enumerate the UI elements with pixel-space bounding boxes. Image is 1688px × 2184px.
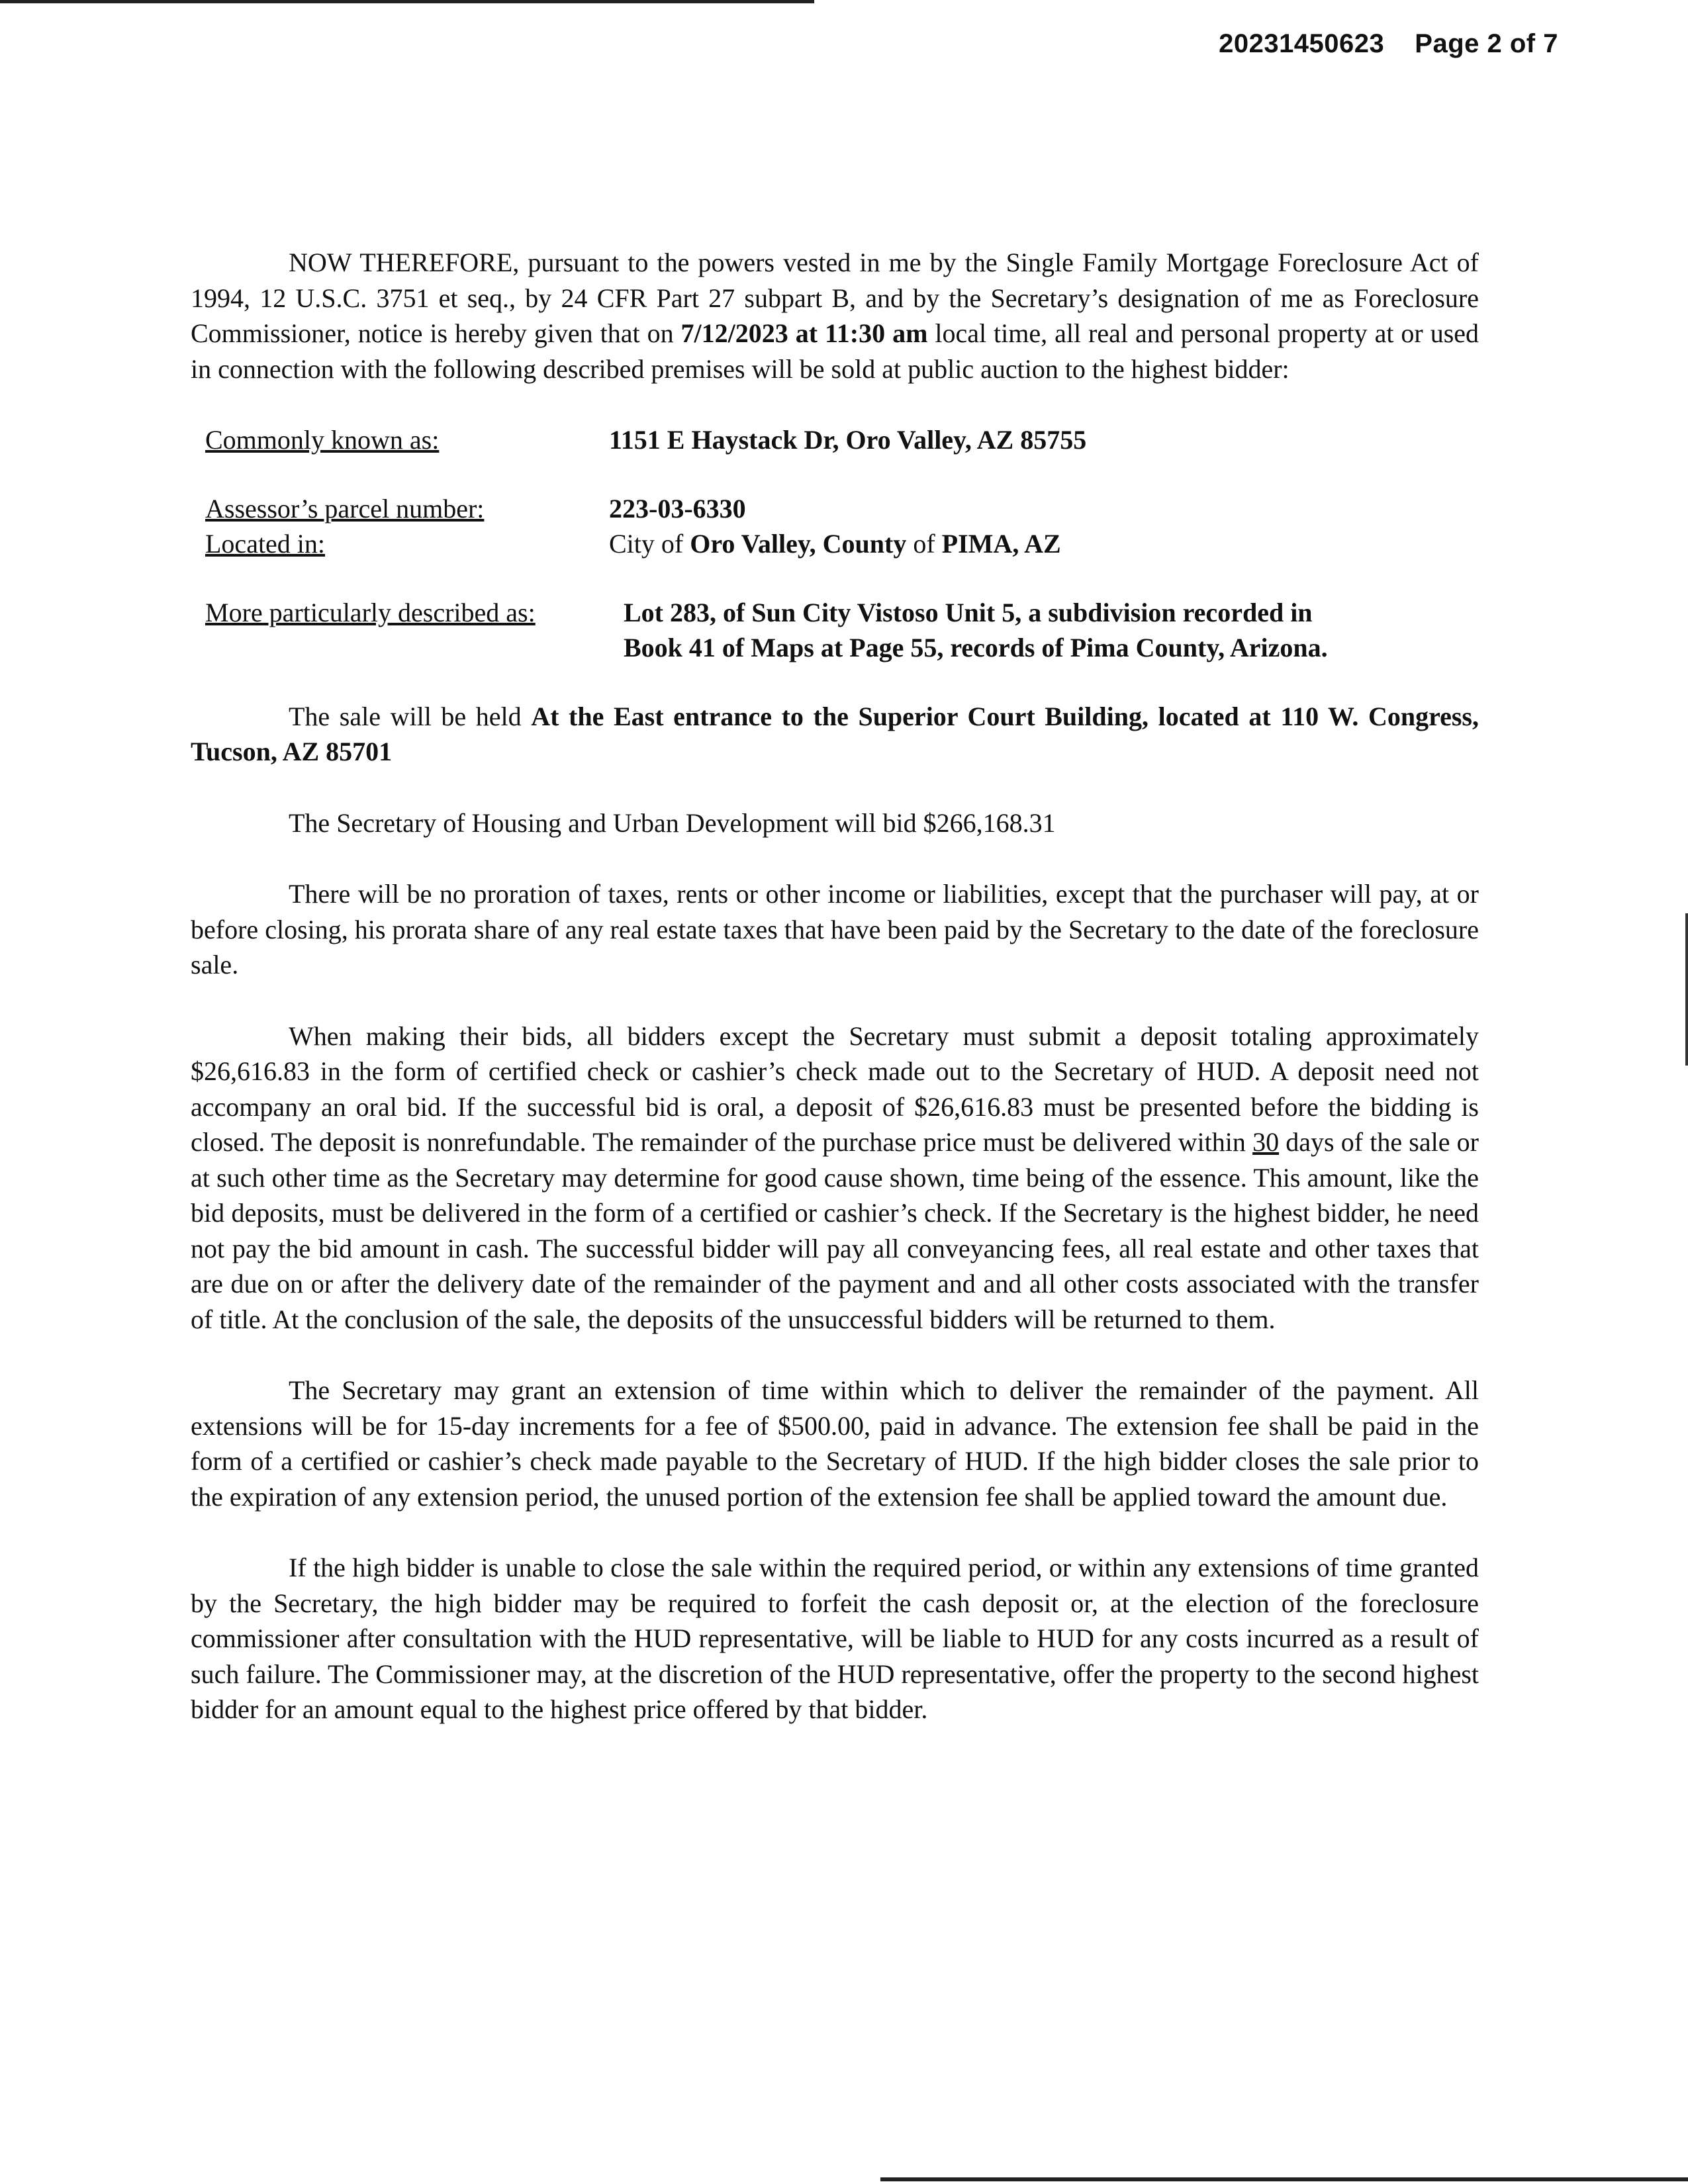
- intro-text-start: NOW THEREFORE, pursuant to the powers vested in me by the Single Family Mortgage Foreclosure Act of 1994, 12 U.S.C. 3751 et seq., by 24 CFR Part 27 subpart B, and by the Secretary’s designation of me as Foreclosure Commissioner, notice is hereby given that on: [191, 248, 1479, 348]
- deposit-text-start: When making their bids, all bidders except the Secretary must submit a deposit totaling approximately $26,616.83 in the form of certified check or cashier’s check made out to the Secretary of HUD. A deposit need not accompany an oral bid. If the successful bid is oral, a deposit of $26,616.83 must be presented before the bidding is closed. The deposit is nonrefundable. The remainder of the purchase price must be delivered within: [191, 1021, 1479, 1157]
- page-number: Page 2 of 7: [1415, 29, 1558, 58]
- located-city-prefix: City of: [609, 529, 690, 559]
- known-as-value: 1151 E Haystack Dr, Oro Valley, AZ 85755: [609, 425, 1087, 455]
- located-row: [205, 526, 1479, 562]
- property-details: [205, 422, 1479, 666]
- known-as-label: Commonly known as:: [205, 425, 440, 455]
- described-line-2: Book 41 of Maps at Page 55, records of Pima County, Arizona.: [624, 633, 1328, 662]
- known-as-row: [205, 422, 1479, 458]
- parcel-label: Assessor’s parcel number:: [205, 493, 485, 523]
- described-value: [624, 595, 1479, 666]
- intro-text-end: local time, all real and personal property at or used in connection with the following described premises will be sold at public auction to the highest bidder:: [191, 318, 1479, 384]
- intro-paragraph: [191, 245, 1479, 387]
- deposit-paragraph: [191, 1019, 1479, 1338]
- notice-body: [191, 245, 1479, 1763]
- extension-paragraph: The Secretary may grant an extension of time within which to deliver the remainder of the payment. All extensions will be for 15-day increments for a fee of $500.00, paid in advance. The extension fee shall be paid in the form of a certified or cashier’s check made payable to the Secretary of HUD. If the high bidder closes the sale prior to the expiration of any extension period, the unused portion of the extension fee shall be applied toward the amount due.: [191, 1375, 1479, 1512]
- sale-location-prefix: The sale will be held: [289, 701, 532, 731]
- sale-date-time: 7/12/2023 at 11:30 am: [680, 318, 928, 348]
- proration-paragraph: There will be no proration of taxes, rents or other income or liabilities, except that the purchaser will pay, at or before closing, his prorata share of any real estate taxes that have been paid by the Secretary to the date of the foreclosure sale.: [191, 879, 1479, 979]
- document-number: 20231450623: [1219, 29, 1385, 58]
- sale-location: At the East entrance to the Superior Court Building, located at 110 W. Congress, Tucson, AZ 85701: [191, 701, 1479, 766]
- located-county-prefix: of: [906, 529, 942, 559]
- parcel-value: 223-03-6330: [609, 493, 746, 523]
- failure-paragraph: If the high bidder is unable to close the sale within the required period, or within any extensions of time granted by the Secretary, the high bidder may be required to forfeit the cash deposit or, at the election of the foreclosure commissioner after consultation with the HUD representative, will be liable to HUD for any costs incurred as a result of such failure. The Commissioner may, at the discretion of the HUD representative, offer the property to the second highest bidder for an amount equal to the highest price offered by that bidder.: [191, 1553, 1479, 1724]
- located-county: PIMA, AZ: [941, 529, 1061, 559]
- sale-location-paragraph: [191, 699, 1479, 770]
- described-row: [205, 595, 1479, 666]
- parcel-row: [205, 491, 1479, 527]
- scan-edge-right: [1685, 913, 1688, 1066]
- located-label: Located in:: [205, 529, 326, 559]
- delivery-days: 30: [1252, 1127, 1280, 1157]
- bid-paragraph: The Secretary of Housing and Urban Development will bid $266,168.31: [289, 807, 1056, 838]
- described-line-1: Lot 283, of Sun City Vistoso Unit 5, a subdivision recorded in: [624, 597, 1313, 627]
- located-value: [609, 526, 1479, 562]
- scan-edge-bottom: [880, 2177, 1688, 2181]
- located-city: Oro Valley, County: [690, 529, 907, 559]
- page-header: [1219, 29, 1558, 59]
- described-label: More particularly described as:: [205, 597, 536, 627]
- scan-edge-top: [0, 0, 814, 3]
- deposit-text-end: days of the sale or at such other time as the Secretary may determine for good cause shown, time being of the essence. This amount, like the bid deposits, must be delivered in the form of a certified or cashier’s check. If the Secretary is the highest bidder, he need not pay the bid amount in cash. The successful bidder will pay all conveyancing fees, all real estate and other taxes that are due on or after the delivery date of the remainder of the payment and and all other costs associated with the transfer of title. At the conclusion of the sale, the deposits of the unsuccessful bidders will be returned to them.: [191, 1127, 1479, 1334]
